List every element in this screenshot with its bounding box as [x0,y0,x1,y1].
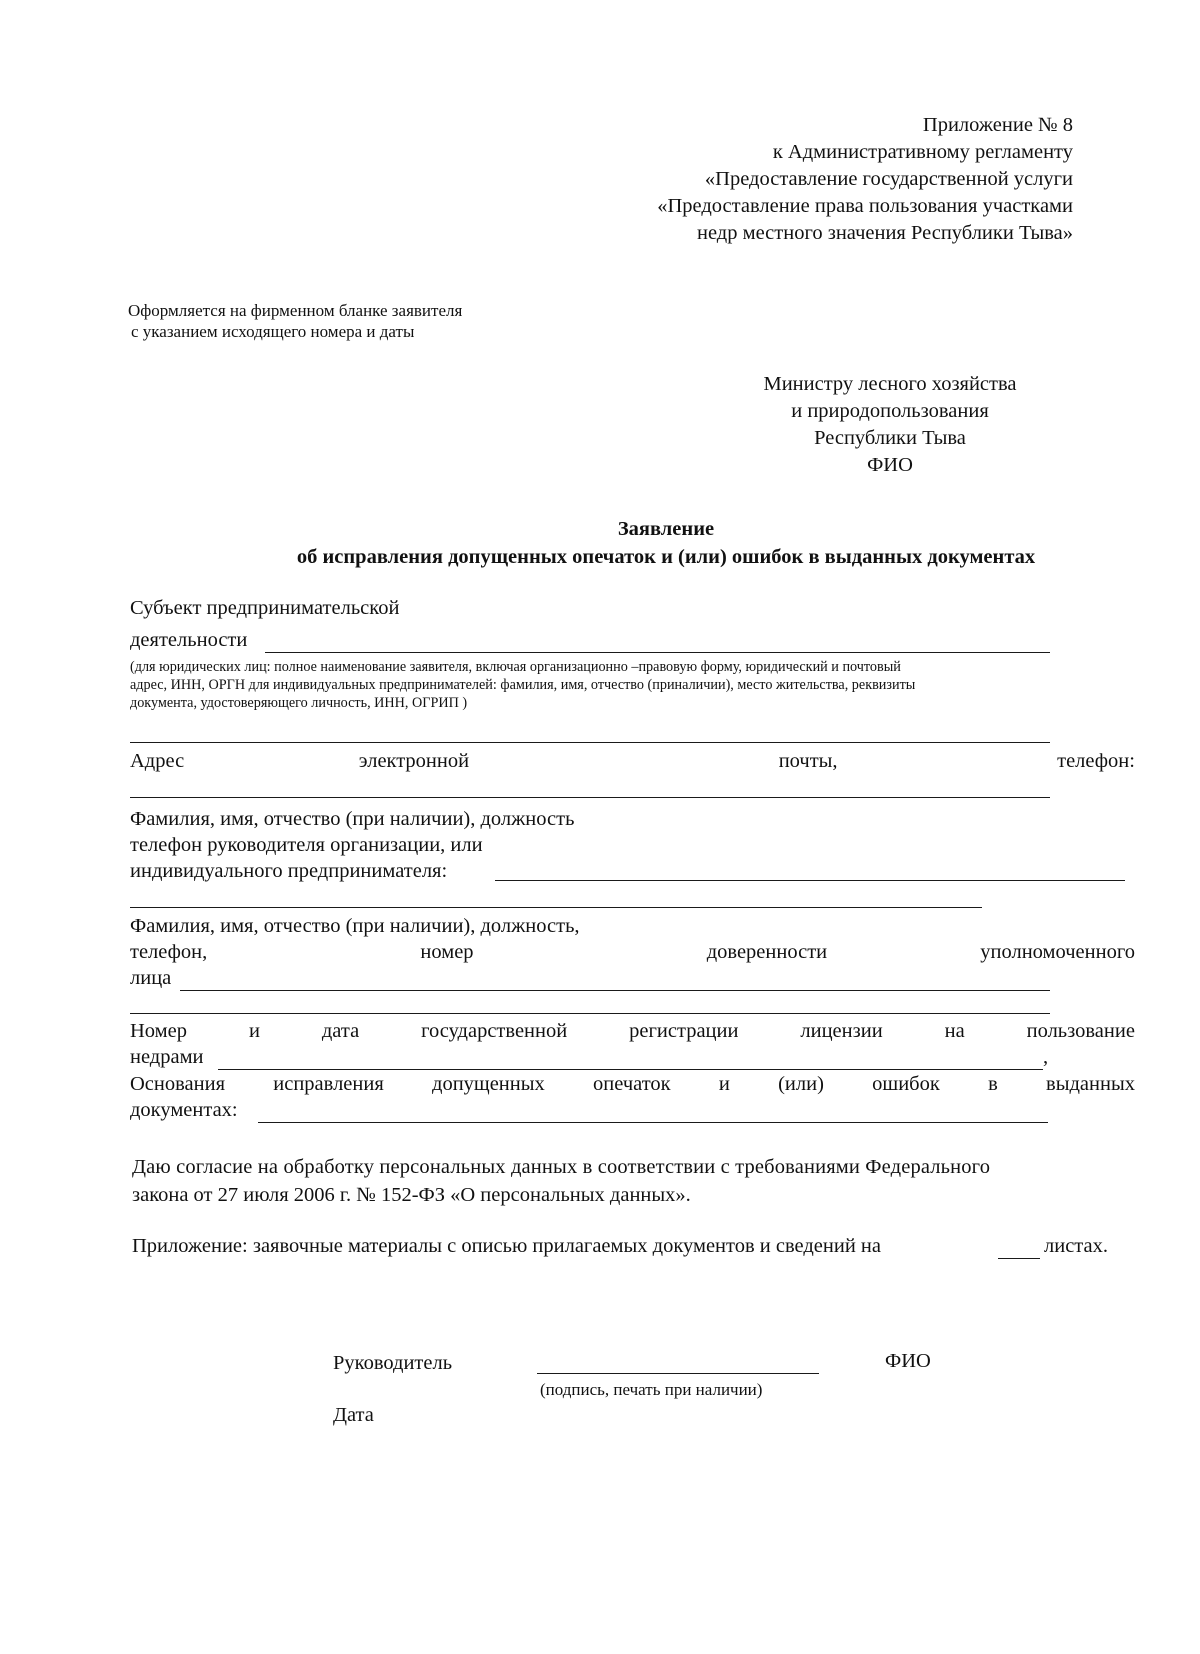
appendix-service: «Предоставление государственной услуги [704,168,1073,190]
authorized-label-line3: лица [130,967,172,989]
attachment-suffix: листах. [1044,1235,1108,1257]
authorized-label-line2 [130,941,1135,964]
addressee-line1: Министру лесного хозяйства [763,373,1017,395]
addressee-line3: Республики Тыва [814,427,966,449]
license-word-2: и [248,1020,260,1042]
letterhead-note-line1: Оформляется на фирменном бланке заявителя [128,301,463,320]
grounds-word-4: опечаток [593,1073,671,1095]
head-label-line3: индивидуального предпринимателя: [130,860,448,882]
addressee-block [700,371,1080,479]
signature-date-label: Дата [333,1404,374,1426]
head-underline [495,880,1125,881]
letterhead-note-line2: с указанием исходящего номера и даты [131,322,415,341]
email-phone-label [130,750,1135,773]
head-extra-line [130,907,982,908]
license-comma: , [1043,1046,1049,1068]
document-title [200,515,1132,571]
title-line2: об исправления допущенных опечаток и (или) ошибок в выданных документах [296,546,1036,568]
license-word-1: Номер [130,1020,187,1042]
consent-line2: закона от 27 июля 2006 г. № 152-ФЗ «О персональных данных». [132,1184,691,1206]
license-label-line2: недрами [130,1046,204,1068]
grounds-word-1: Основания [130,1073,226,1095]
subject-hint-line3: документа, удостоверяющего личность, ИНН, ОГРИП ) [130,695,468,711]
subject-hint-line1: (для юридических лиц: полное наименование заявителя, включая организационно –правовую форму, юридический и почтовый [130,659,901,675]
grounds-word-9: выданных [1046,1073,1135,1095]
signature-hint: (подпись, печать при наличии) [540,1380,763,1399]
appendix-reference: к Административному регламенту [772,141,1073,163]
license-word-5: регистрации [629,1020,739,1042]
appendix-number: Приложение № 8 [922,114,1073,136]
license-word-4: государственной [421,1020,568,1042]
grounds-word-6: (или) [778,1073,824,1095]
authorized-label-line1: Фамилия, имя, отчество (при наличии), должность, [130,915,580,937]
license-word-7: на [944,1020,965,1042]
subject-label-line2: деятельности [130,629,248,651]
title-line1: Заявление [617,518,715,540]
license-word-3: дата [321,1020,360,1042]
email-phone-line [130,797,1050,798]
head-label-line1: Фамилия, имя, отчество (при наличии), должность [130,808,575,830]
license-word-6: лицензии [800,1020,883,1042]
consent-text [132,1153,990,1209]
authorized-word-power: доверенности [706,941,828,963]
license-word-8: пользование [1026,1020,1135,1042]
authorized-word-authorized: уполномоченного [980,941,1135,963]
email-word-phone: телефон: [1057,750,1135,772]
authorized-underline [180,990,1050,991]
subject-hint-line2: адрес, ИНН, ОРГН для индивидуальных предпринимателей: фамилия, имя, отчество (приналичии), место жительства, реквизиты [130,677,916,693]
subject-hint [130,658,1128,712]
appendix-header [657,112,1073,247]
head-label-line2: телефон руководителя организации, или [130,834,483,856]
grounds-underline [258,1122,1048,1123]
appendix-service-name-end: недр местного значения Республики Тыва» [697,222,1073,244]
attachment-sheets-blank [998,1258,1040,1259]
email-word-address: Адрес [130,750,185,772]
email-word-electronic: электронной [358,750,470,772]
attachment-text: Приложение: заявочные материалы с описью прилагаемых документов и сведений на [132,1235,881,1257]
appendix-service-name: «Предоставление права пользования участками [657,195,1073,217]
authorized-word-phone: телефон, [130,941,208,963]
subject-extra-line [130,742,1050,743]
addressee-name: ФИО [867,454,913,476]
grounds-word-8: в [988,1073,998,1095]
authorized-extra-line [130,1013,1050,1014]
grounds-word-2: исправления [273,1073,384,1095]
signature-role: Руководитель [333,1352,453,1374]
grounds-label-line1 [130,1073,1135,1096]
addressee-line2: и природопользования [791,400,989,422]
signature-name: ФИО [885,1350,931,1372]
license-underline [218,1069,1043,1070]
grounds-word-3: допущенных [432,1073,545,1095]
subject-label-line1: Субъект предпринимательской [130,597,400,619]
signature-line [537,1373,819,1374]
consent-line1: Даю согласие на обработку персональных данных в соответствии с требованиями Федерального [132,1156,991,1178]
grounds-word-5: и [718,1073,730,1095]
license-label-line1 [130,1020,1135,1043]
head-label [130,806,574,884]
authorized-word-number: номер [420,941,474,963]
letterhead-note [128,300,462,342]
grounds-word-7: ошибок [872,1073,940,1095]
grounds-label-line2: документах: [130,1099,238,1121]
email-word-mail: почты, [778,750,838,772]
subject-underline [265,652,1050,653]
